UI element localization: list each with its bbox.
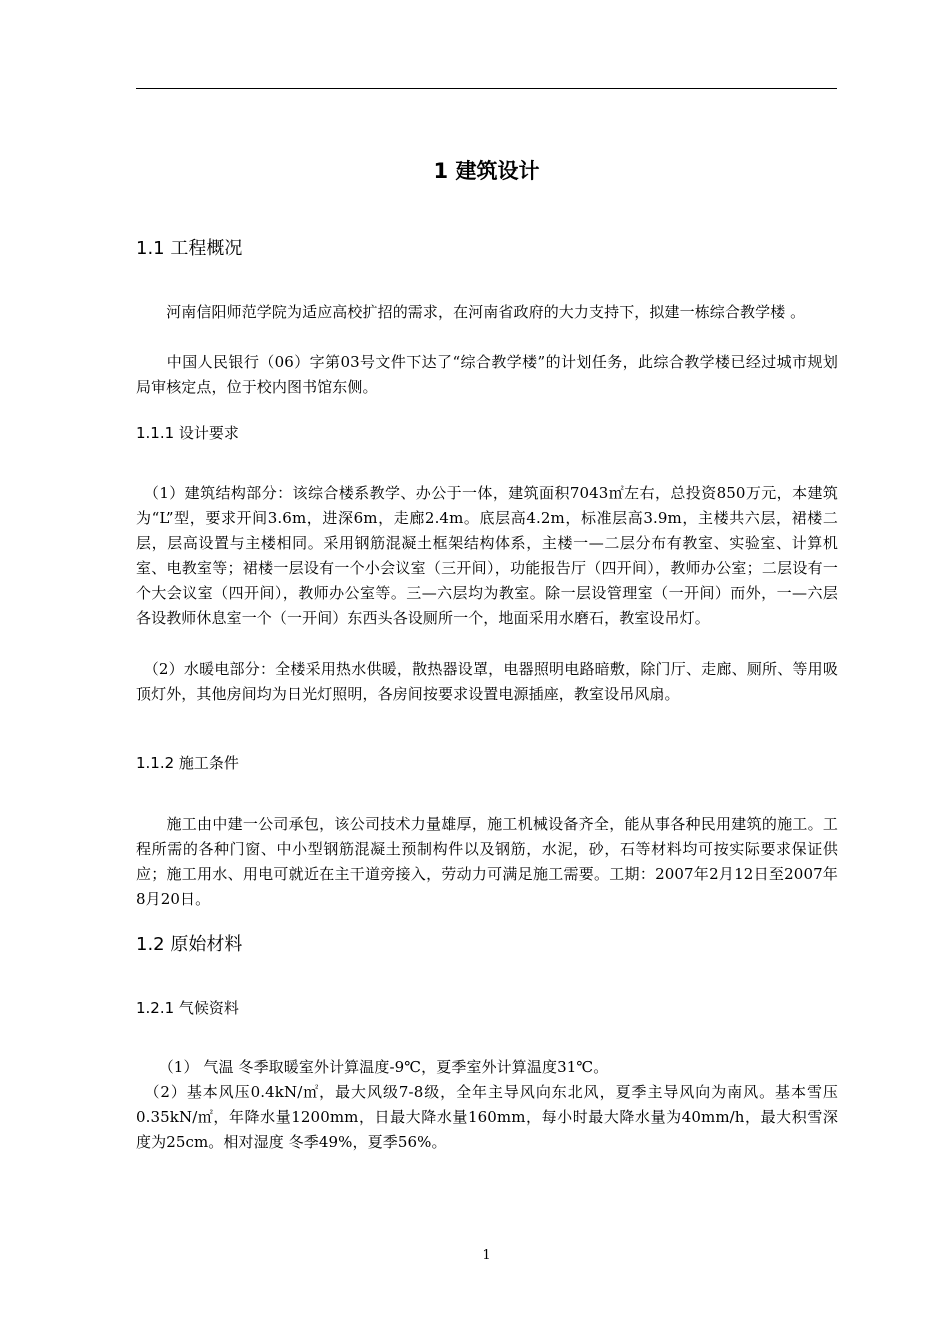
chapter-title: 1 建筑设计	[433, 159, 540, 183]
paragraph-project-approval: 中国人民银行（06）字第03号文件下达了“综合教学楼”的计划任务，此综合教学楼已经过城市规划局审核定点，位于校内图书馆东侧。	[136, 353, 838, 396]
page-number: 1	[482, 1248, 491, 1263]
paragraph-construction-conditions: 施工由中建一公司承包，该公司技术力量雄厚，施工机械设备齐全，能从事各种民用建筑的施工。工程所需的各种门窗、中小型钢筋混凝土预制构件以及钢筋，水泥，砂，石等材料均可按实际要求保证供应；施工用水、用电可就近在主干道旁接入，劳动力可满足施工需要。工期：2007年2月12日至2007年8月20日。	[136, 815, 838, 908]
paragraph-structure-requirements: （1）建筑结构部分：该综合楼系教学、办公于一体，建筑面积7043㎡左右，总投资850万元，本建筑为“L”型，要求开间3.6m，进深6m，走廊2.4m。底层高4.2m，标准层高3.9m，主楼共六层，裙楼二层，层高设置与主楼相同。采用钢筋混凝土框架结构体系，主楼一—二层分布有教室、实验室、计算机室、电教室等；裙楼一层设有一个小会议室（三开间），功能报告厅（四开间），教师办公室；二层设有一个大会议室（四开间），教师办公室等。三—六层均为教室。除一层设管理室（一开间）而外，一—六层各设教师休息室一个（一开间）东西头各设厕所一个，地面采用水磨石，教室设吊灯。	[136, 484, 838, 627]
paragraph-temperature: （1） 气温 冬季取暖室外计算温度-9℃，夏季室外计算温度31℃。	[136, 1058, 609, 1076]
section-heading-1-2-1: 1.2.1 气候资料	[136, 999, 239, 1017]
paragraph-wind-snow-humidity: （2）基本风压0.4kN/㎡，最大风级7-8级，全年主导风向东北风，夏季主导风向为南风。基本雪压0.35kN/㎡，年降水量1200mm，日最大降水量160mm，每小时最大降水量为40mm/h，最大积雪深度为25cm。相对湿度 冬季49%，夏季56%。	[136, 1083, 838, 1151]
section-heading-1-2: 1.2 原始材料	[136, 934, 243, 955]
section-heading-1-1: 1.1 工程概况	[136, 238, 243, 259]
section-heading-1-1-2: 1.1.2 施工条件	[136, 754, 239, 772]
paragraph-project-intro: 河南信阳师范学院为适应高校扩招的需求，在河南省政府的大力支持下，拟建一栋综合教学楼 。	[136, 303, 806, 321]
paragraph-hvac-electrical: （2）水暖电部分：全楼采用热水供暖，散热器设罩，电器照明电路暗敷，除门厅、走廊、厕所、等用吸顶灯外，其他房间均为日光灯照明，各房间按要求设置电源插座，教室设吊风扇。	[136, 660, 838, 703]
header-rule	[136, 88, 837, 89]
section-heading-1-1-1: 1.1.1 设计要求	[136, 424, 239, 442]
